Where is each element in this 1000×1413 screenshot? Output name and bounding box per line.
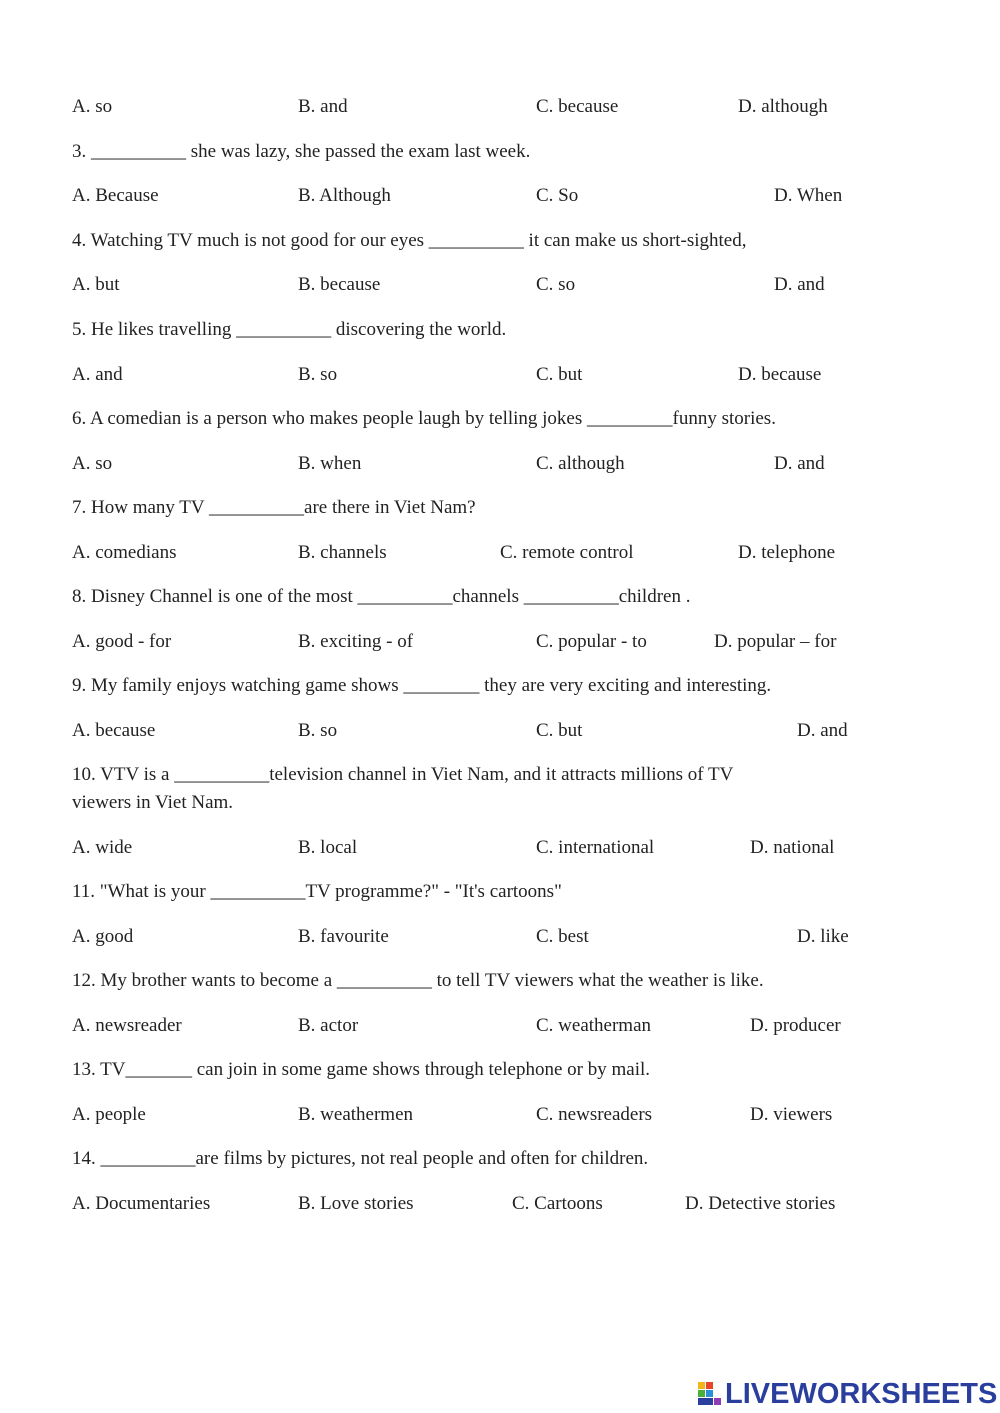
- q2-option-d: D. although: [738, 96, 828, 117]
- q11-option-a: A. good: [72, 926, 134, 947]
- q5-option-c: C. but: [536, 364, 583, 385]
- q12-option-a: A. newsreader: [72, 1015, 182, 1036]
- q4-option-b: B. because: [298, 274, 381, 295]
- q13-option-d: D. viewers: [750, 1104, 833, 1125]
- q5-option-a: A. and: [72, 364, 123, 385]
- q12-option-c: C. weatherman: [536, 1015, 652, 1036]
- question-7: 7. How many TV __________are there in Viet Nam?: [72, 497, 476, 518]
- q4-option-c: C. so: [536, 274, 576, 295]
- q9-option-c: C. but: [536, 720, 583, 741]
- q8-option-a: A. good - for: [72, 631, 172, 652]
- q11-option-d: D. like: [797, 926, 849, 947]
- q8-option-d: D. popular – for: [714, 631, 837, 652]
- liveworksheets-logo-icon: [697, 1379, 723, 1409]
- question-9: 9. My family enjoys watching game shows ________ they are very exciting and interesting.: [72, 675, 772, 696]
- q9-option-b: B. so: [298, 720, 338, 741]
- q13-option-c: C. newsreaders: [536, 1104, 653, 1125]
- q4-option-d: D. and: [774, 274, 825, 295]
- q2-option-c: C. because: [536, 96, 619, 117]
- q4-option-a: A. but: [72, 274, 120, 295]
- q14-option-b: B. Love stories: [298, 1193, 414, 1214]
- question-12: 12. My brother wants to become a __________ to tell TV viewers what the weather is like.: [72, 970, 764, 991]
- q13-option-a: A. people: [72, 1104, 146, 1125]
- question-8: 8. Disney Channel is one of the most __________channels __________children .: [72, 586, 691, 607]
- q10-option-c: C. international: [536, 837, 655, 858]
- q6-option-c: C. although: [536, 453, 625, 474]
- q11-option-c: C. best: [536, 926, 589, 947]
- q9-option-d: D. and: [797, 720, 848, 741]
- q14-option-d: D. Detective stories: [685, 1193, 836, 1214]
- question-11: 11. "What is your __________TV programme?" - "It's cartoons": [72, 881, 562, 902]
- q10-option-d: D. national: [750, 837, 835, 858]
- q6-option-d: D. and: [774, 453, 825, 474]
- q12-option-b: B. actor: [298, 1015, 359, 1036]
- question-5: 5. He likes travelling __________ discovering the world.: [72, 319, 507, 340]
- q10-option-b: B. local: [298, 837, 358, 858]
- q14-option-a: A. Documentaries: [72, 1193, 211, 1214]
- q3-option-c: C. So: [536, 185, 579, 206]
- liveworksheets-logo-text: LIVEWORKSHEETS: [725, 1377, 998, 1410]
- q2-option-a: A. so: [72, 96, 113, 117]
- q9-option-a: A. because: [72, 720, 156, 741]
- q8-option-c: C. popular - to: [536, 631, 647, 652]
- liveworksheets-logo: [697, 1376, 997, 1412]
- q12-option-d: D. producer: [750, 1015, 841, 1036]
- q7-option-c: C. remote control: [500, 542, 634, 563]
- q3-option-d: D. When: [774, 185, 843, 206]
- question-10-continued: viewers in Viet Nam.: [72, 792, 234, 813]
- q3-option-b: B. Although: [298, 185, 391, 206]
- q11-option-b: B. favourite: [298, 926, 389, 947]
- q6-option-a: A. so: [72, 453, 113, 474]
- q8-option-b: B. exciting - of: [298, 631, 414, 652]
- question-3: 3. __________ she was lazy, she passed the exam last week.: [72, 141, 531, 162]
- question-6: 6. A comedian is a person who makes people laugh by telling jokes _________funny stories.: [72, 408, 776, 429]
- question-4: 4. Watching TV much is not good for our eyes __________ it can make us short-sighted,: [72, 230, 747, 251]
- q5-option-d: D. because: [738, 364, 822, 385]
- q14-option-c: C. Cartoons: [512, 1193, 603, 1214]
- q5-option-b: B. so: [298, 364, 338, 385]
- q2-option-b: B. and: [298, 96, 348, 117]
- q7-option-d: D. telephone: [738, 542, 836, 563]
- q3-option-a: A. Because: [72, 185, 159, 206]
- q6-option-b: B. when: [298, 453, 362, 474]
- q7-option-a: A. comedians: [72, 542, 177, 563]
- q7-option-b: B. channels: [298, 542, 387, 563]
- question-10: 10. VTV is a __________television channel in Viet Nam, and it attracts millions of TV: [72, 764, 734, 785]
- question-13: 13. TV_______ can join in some game shows through telephone or by mail.: [72, 1059, 651, 1080]
- question-14: 14. __________are films by pictures, not real people and often for children.: [72, 1148, 649, 1169]
- q10-option-a: A. wide: [72, 837, 133, 858]
- q13-option-b: B. weathermen: [298, 1104, 414, 1125]
